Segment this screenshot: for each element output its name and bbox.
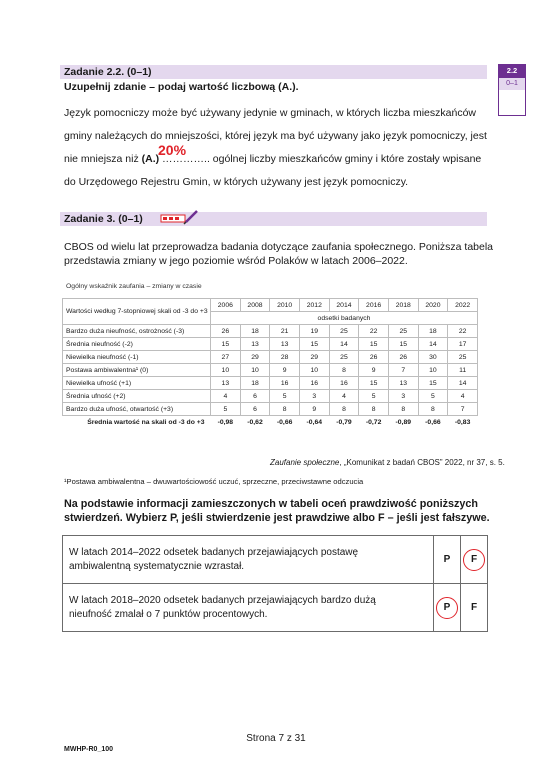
table-cell: 14 (448, 377, 478, 390)
table-cell: 10 (299, 364, 329, 377)
table-cell: 26 (211, 325, 241, 338)
table-cell: 25 (448, 351, 478, 364)
task-2-2-title: Zadanie 2.2. (0–1) (64, 66, 152, 78)
table-row (63, 390, 478, 403)
mean-cell: -0,98 (217, 418, 234, 426)
table-row (63, 403, 478, 416)
row-label: Średnia nieufność (-2) (63, 338, 211, 351)
statement-2-option-p[interactable] (434, 584, 461, 632)
task-3-intro-1: CBOS od wielu lat przeprowadza badania dotyczące zaufania społecznego. Poniższa tabela (64, 241, 494, 253)
table-cell: 13 (211, 377, 241, 390)
table-cell: 28 (270, 351, 300, 364)
table-cell: 18 (240, 325, 270, 338)
year-header: 2020 (418, 299, 448, 312)
table-cell: 5 (418, 390, 448, 403)
table-cell: 13 (240, 338, 270, 351)
mean-cell: -0,64 (306, 418, 323, 426)
table-cell: 7 (388, 364, 418, 377)
table-cell: 19 (299, 325, 329, 338)
task-2-2-instruction: Uzupełnij zdanie – podaj wartość liczbową (A.). (64, 81, 299, 93)
table-cell: 9 (270, 364, 300, 377)
table-cell: 27 (211, 351, 241, 364)
table-cell: 18 (418, 325, 448, 338)
table-cell: 4 (448, 390, 478, 403)
handwritten-answer: 20% (158, 142, 187, 158)
mean-cell: -0,66 (425, 418, 441, 426)
source-rest: , „Komunikat z badań CBOS” 2022, nr 37, s. 5. (339, 458, 505, 467)
table-header-row (63, 299, 478, 312)
statement-text (63, 536, 434, 584)
exam-code: MWHP-R0_100 (64, 746, 114, 753)
corner-label: Wartości według 7-stopniowej skali od -3 do +3 (63, 299, 211, 325)
mean-cell: -0,62 (247, 418, 263, 426)
trust-table (62, 298, 478, 429)
statement-1-option-p[interactable] (434, 536, 461, 584)
table-cell: 3 (299, 390, 329, 403)
statement-text (63, 584, 434, 632)
table-cell: 15 (418, 377, 448, 390)
score-box-points: 0–1 (498, 78, 526, 90)
table-cell: 15 (388, 338, 418, 351)
score-box-number: 2.2 (498, 64, 526, 78)
task-2-2-line-4: do Urzędowego Rejestru Gmin, w których używany jest język pomocniczy. (64, 176, 409, 188)
year-header: 2014 (329, 299, 359, 312)
table-cell: 8 (359, 403, 389, 416)
task-2-2-line-3 (64, 152, 481, 166)
statement-2-line-1: W latach 2018–2020 odsetek badanych przejawiających bardzo dużą (69, 594, 376, 606)
score-box (498, 64, 526, 116)
table-cell: 14 (418, 338, 448, 351)
row-label: Postawa ambiwalentna¹ (0) (63, 364, 211, 377)
table-cell: 9 (299, 403, 329, 416)
score-box-field[interactable] (498, 90, 526, 116)
statement-1-line-2: ambiwalentną systematycznie wzrastał. (69, 560, 245, 572)
table-cell: 10 (418, 364, 448, 377)
unit-label: odsetki badanych (211, 312, 478, 325)
mean-cell: -0,83 (454, 418, 471, 426)
table-row (63, 351, 478, 364)
table-cell: 22 (359, 325, 389, 338)
table-row (63, 364, 478, 377)
table-cell: 15 (359, 338, 389, 351)
year-header: 2006 (211, 299, 241, 312)
page-number: Strona 7 z 31 (246, 733, 306, 744)
table-cell: 5 (211, 403, 241, 416)
table-cell: 17 (448, 338, 478, 351)
mean-row-label: Średnia wartość na skali od -3 do +3 (87, 418, 205, 426)
table-cell: 8 (270, 403, 300, 416)
row-label: Bardzo duża ufność, otwartość (+3) (63, 403, 211, 416)
statement-1-option-f[interactable] (461, 536, 488, 584)
table-cell: 3 (388, 390, 418, 403)
year-header: 2018 (388, 299, 418, 312)
year-header: 2008 (240, 299, 270, 312)
table-cell: 15 (211, 338, 241, 351)
task-3-intro-2: przedstawia zmiany w jego poziomie wśród Polaków w latach 2006–2022. (64, 255, 408, 267)
mean-row (63, 416, 478, 429)
option-f-label: F (470, 601, 478, 613)
table-row (63, 325, 478, 338)
statement-row (63, 536, 488, 584)
table-row (63, 338, 478, 351)
table-cell: 26 (388, 351, 418, 364)
table-cell: 26 (359, 351, 389, 364)
table-cell: 13 (270, 338, 300, 351)
statement-row (63, 584, 488, 632)
answer-marker-a: (A.) (141, 153, 160, 165)
table-cell: 8 (329, 403, 359, 416)
table-cell: 29 (240, 351, 270, 364)
table-cell: 25 (388, 325, 418, 338)
row-label: Niewielka ufność (+1) (63, 377, 211, 390)
table-cell: 10 (240, 364, 270, 377)
table-cell: 18 (240, 377, 270, 390)
true-false-table (62, 535, 488, 632)
table-cell: 8 (388, 403, 418, 416)
statement-2-line-2: nieufność zmalał o 7 punktów procentowych. (69, 608, 268, 620)
table-cell: 16 (270, 377, 300, 390)
task-2-2-line-1: Język pomocniczy może być używany jedynie w gminach, w których liczba mieszkańców (64, 107, 476, 119)
table-cell: 29 (299, 351, 329, 364)
table-cell: 16 (299, 377, 329, 390)
year-header: 2012 (299, 299, 329, 312)
table-cell: 8 (418, 403, 448, 416)
footnote: ¹Postawa ambiwalentna – dwuwartościowość uczuć, sprzeczne, przeciwstawne odczucia (64, 477, 364, 486)
line-3-prefix: nie mniejsza niż (64, 153, 142, 165)
option-p-circled: P (436, 597, 458, 619)
table-cell: 8 (329, 364, 359, 377)
table-cell: 15 (299, 338, 329, 351)
task-2-2-line-2: gminy należących do mniejszości, której język ma być używany jako język pomocniczy, jest (64, 130, 487, 142)
statement-1-line-1: W latach 2014–2022 odsetek badanych przejawiających postawę (69, 546, 359, 558)
mean-cell: -0,79 (336, 418, 352, 426)
instruction-line-1: Na podstawie informacji zamieszczonych w tabeli oceń prawdziwość poniższych (64, 498, 478, 510)
table-caption: Ogólny wskaźnik zaufania – zmiany w czasie (66, 283, 202, 290)
line-3-suffix: ogólnej liczby mieszkańców gminy i które zostały wpisane (212, 153, 482, 165)
year-header: 2016 (359, 299, 389, 312)
table-cell: 6 (240, 403, 270, 416)
table-cell: 21 (270, 325, 300, 338)
answer-blank[interactable]: ………….. (159, 153, 213, 165)
statement-2-option-f[interactable] (461, 584, 488, 632)
mean-cell: -0,66 (276, 418, 293, 426)
table-cell: 5 (270, 390, 300, 403)
table-cell: 25 (329, 351, 359, 364)
instruction-line-2: stwierdzeń. Wybierz P, jeśli stwierdzenie jest prawdziwe albo F – jeśli jest fałszywe. (64, 512, 490, 524)
option-p-label: P (443, 553, 451, 565)
row-label: Niewielka nieufność (-1) (63, 351, 211, 364)
table-cell: 30 (418, 351, 448, 364)
table-row (63, 377, 478, 390)
table-cell: 22 (448, 325, 478, 338)
table-cell: 25 (329, 325, 359, 338)
table-cell: 16 (329, 377, 359, 390)
mean-cell: -0,89 (395, 418, 412, 426)
year-header: 2010 (270, 299, 300, 312)
year-header: 2022 (448, 299, 478, 312)
source-title: Zaufanie społeczne (270, 458, 340, 467)
source-citation (270, 458, 505, 467)
table-cell: 13 (388, 377, 418, 390)
mean-cell: -0,72 (365, 418, 382, 426)
option-f-circled: F (463, 549, 485, 571)
table-cell: 14 (329, 338, 359, 351)
row-label: Średnia ufność (+2) (63, 390, 211, 403)
table-cell: 9 (359, 364, 389, 377)
table-cell: 10 (211, 364, 241, 377)
table-cell: 4 (329, 390, 359, 403)
task-3-title: Zadanie 3. (0–1) (64, 213, 143, 225)
table-cell: 11 (448, 364, 478, 377)
table-cell: 5 (359, 390, 389, 403)
pencil-icon (160, 209, 200, 230)
row-label: Bardzo duża nieufność, ostrożność (-3) (63, 325, 211, 338)
table-cell: 7 (448, 403, 478, 416)
table-cell: 4 (211, 390, 241, 403)
table-cell: 15 (359, 377, 389, 390)
table-cell: 6 (240, 390, 270, 403)
